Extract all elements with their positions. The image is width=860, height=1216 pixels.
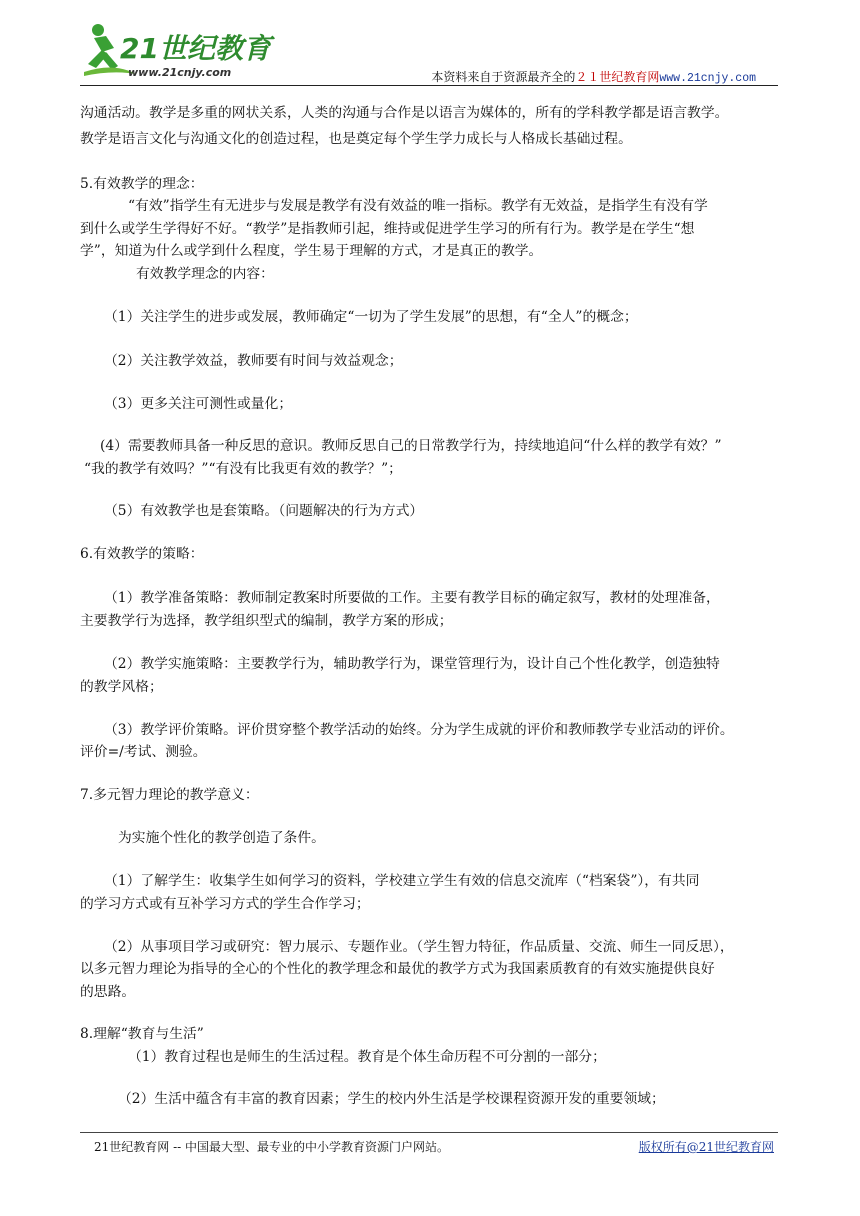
- list-item: （1）关注学生的进步或发展，教师确定“一切为了学生发展”的思想，有“全人”的概念；: [104, 309, 638, 325]
- svg-text:21世纪教育: 21世纪教育: [120, 32, 271, 65]
- text-line: 的学习方式或有互补学习方式的学生合作学习；: [80, 896, 370, 912]
- section-heading: 6.有效教学的策略：: [80, 546, 204, 562]
- footer-copyright-link[interactable]: 版权所有@21世纪教育网: [638, 1140, 774, 1154]
- list-item: （1）教学准备策略：教师制定教案时所要做的工作。主要有教学目标的确定叙写，教材的处理准备，: [104, 590, 720, 606]
- text-line: 到什么或学生学得好不好。“教学”是指教师引起，维持或促进学生学习的所有行为。教学是在学生“想: [80, 221, 695, 237]
- text-line: 以多元智力理论为指导的全心的个性化的教学理念和最优的教学方式为我国素质教育的有效实施提供良好: [80, 961, 715, 977]
- section-heading: 5.有效教学的理念：: [80, 176, 204, 192]
- list-item: （1）了解学生：收集学生如何学习的资料，学校建立学生有效的信息交流库（“档案袋”），有共同: [104, 873, 700, 889]
- header-site-name: ２１世纪教育网: [575, 70, 660, 84]
- header-site-url[interactable]: www.21cnjy.com: [659, 72, 756, 85]
- list-item: “我的教学有效吗？”“有没有比我更有效的教学？”；: [84, 461, 402, 477]
- text-line: 教学是语言文化与沟通文化的创造过程，也是奠定每个学生学力成长与人格成长基础过程。: [80, 131, 632, 147]
- text-line: 有效教学理念的内容：: [136, 266, 274, 282]
- section-heading: 8.理解“教育与生活”: [80, 1026, 204, 1042]
- footer-divider: [80, 1132, 778, 1133]
- list-item: （1）教育过程也是师生的生活过程。教育是个体生命历程不可分割的一部分；: [128, 1049, 606, 1065]
- text-line: 学”，知道为什么或学到什么程度，学生易于理解的方式，才是真正的教学。: [80, 243, 543, 259]
- list-item: （2）关注教学效益，教师要有时间与效益观念；: [104, 353, 403, 369]
- footer-tagline: 21世纪教育网 -- 中国最大型、最专业的中小学教育资源门户网站。: [94, 1140, 450, 1154]
- text-line: 评价=/考试、测验。: [80, 744, 207, 760]
- list-item: （3）教学评价策略。评价贯穿整个教学活动的始终。分为学生成就的评价和教师教学专业活动的评价。: [104, 722, 734, 738]
- header-source-note: 本资料来自于资源最齐全的２１世纪教育网www.21cnjy.com: [431, 70, 756, 85]
- list-item: （3）更多关注可测性或量化；: [104, 396, 293, 412]
- list-item: （2）教学实施策略：主要教学行为，辅助教学行为，课堂管理行为，设计自己个性化教学，创造独特: [104, 656, 720, 672]
- text-line: 沟通活动。教学是多重的网状关系，人类的沟通与合作是以语言为媒体的，所有的学科教学都是语言教学。: [80, 105, 729, 121]
- list-item: （2）从事项目学习或研究：智力展示、专题作业。（学生智力特征，作品质量、交流、师生一同反思），: [104, 939, 734, 955]
- text-line: 的教学风格；: [80, 679, 163, 695]
- text-line: 为实施个性化的教学创造了条件。: [118, 830, 325, 846]
- list-item: （5）有效教学也是套策略。（问题解决的行为方式）: [104, 503, 424, 519]
- text-line: 的思路。: [80, 984, 136, 1000]
- svg-text:www.21cnjy.com: www.21cnjy.com: [128, 66, 232, 79]
- text-line: 主要教学行为选择，教学组织型式的编制，教学方案的形成；: [80, 613, 453, 629]
- section-heading: 7.多元智力理论的教学意义：: [80, 787, 259, 803]
- header-divider: [80, 85, 778, 86]
- list-item: （2）生活中蕴含有丰富的教育因素；学生的校内外生活是学校课程资源开发的重要领域；: [118, 1091, 665, 1107]
- list-item: (4）需要教师具备一种反思的意识。教师反思自己的日常教学行为，持续地追问“什么样的教学有效？”: [100, 438, 722, 454]
- 21cnjy-logo: [84, 18, 284, 82]
- text-line: “有效”指学生有无进步与发展是教学有没有效益的唯一指标。教学有无效益，是指学生有没有学: [128, 198, 708, 214]
